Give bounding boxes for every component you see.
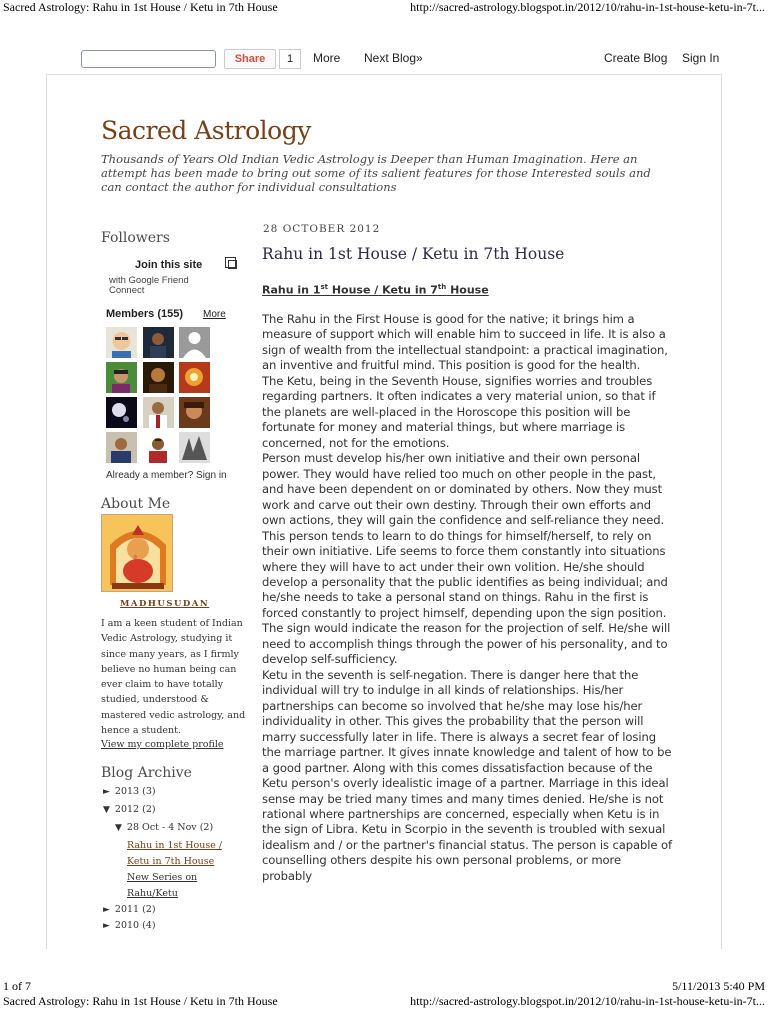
profile-bio: I am a keen student of Indian Vedic Astrology, studying it since many years, as I firmly believe no human being can ever claim to have totally studied, understood & mastered vedic astrology, and hence a student. [101, 618, 246, 737]
avatar[interactable] [143, 362, 174, 393]
post-paragraph: This person tends to learn to do things for himself/herself, to rely on their own initiative. Life seems to force them constantly into situations where they will have to act under their own volition. He/she should develop a personality that the public identifies as being individual; and he/she needs to take a personal stand on things. Rahu in the first is forced constantly to project himself, depending upon the sign position. The sign would indicate the reason for the projection of self. He/she will need to accomplish things through the power of his personality, and to develop self-sufficiency. [262, 528, 671, 667]
archive-year-2013[interactable] [103, 786, 156, 797]
already-member-text[interactable]: Already a member? Sign in [106, 470, 227, 481]
print-datetime: 5/11/2013 5:40 PM [672, 979, 765, 993]
blogger-navbar [0, 44, 768, 74]
avatar[interactable] [106, 327, 137, 358]
ganesha-image [102, 515, 173, 592]
post-paragraph: The Rahu in the First House is good for the native; it brings him a measure of support which will enable him to succeed in life. It is also a sign of wealth from the intellectual standpoint: a practical imagination, an inventive and fruitful mind. This position is good for the health. [262, 312, 668, 373]
print-header-title: Sacred Astrology: Rahu in 1st House / Ketu in 7th House [3, 0, 278, 14]
collapse-triangle-icon[interactable]: ▼ [103, 805, 110, 815]
avatar[interactable] [106, 397, 137, 428]
more-button[interactable]: More [313, 51, 341, 65]
avatar[interactable] [143, 432, 174, 463]
next-blog-link[interactable]: Next Blog» [364, 51, 423, 65]
view-profile-link[interactable]: View my complete profile [101, 739, 224, 750]
post-title[interactable]: Rahu in 1st House / Ketu in 7th House [262, 245, 565, 263]
page-number: 1 of 7 [3, 979, 31, 993]
print-footer-title: Sacred Astrology: Rahu in 1st House / Ketu in 7th House [3, 994, 278, 1008]
avatar[interactable] [106, 432, 137, 463]
google-friend-connect-text: with Google Friend Connect [109, 275, 189, 296]
archive-year-2010[interactable] [103, 920, 156, 931]
avatar[interactable] [143, 397, 174, 428]
subtitle-part: Rahu in 1 [262, 283, 321, 297]
archive-year-label[interactable]: 2013 (3) [114, 786, 156, 797]
post-paragraph: Ketu in the seventh is self-negation. There is danger here that the individual will try to indulge in all kinds of relationships. His/her partnerships can become so involved that he/she may lose his/her individuality in other. This gives the probability that the person will marry successfully later in life. There is always a secret fear of losing the marriage partner. It gives innate knowledge and talent of how to be a good partner. Along with this comes dissatisfaction because of the Ketu person's overly idealistic image of a partner. Marriage in this ideal sense may be tried many times and many times denied. He/she is not rational where partnerships are concerned, especially when Ketu is in the sign of Libra. Ketu in Scorpio in the seventh is troubled with sexual idealism and / or the partner's financial status. The person is capable of counselling others despite his own personal problems, or more probably [262, 667, 673, 883]
subtitle-part: House [446, 283, 489, 297]
expand-triangle-icon[interactable]: ► [103, 787, 110, 797]
archive-post-link[interactable]: Rahu in 1st House / Ketu in 7th House [127, 840, 223, 867]
archive-year-label[interactable]: 2012 (2) [114, 804, 156, 815]
archive-year-label[interactable]: 2010 (4) [114, 920, 156, 931]
create-blog-link[interactable]: Create Blog [604, 51, 668, 65]
sidebar [101, 230, 246, 931]
post-paragraph: Person must develop his/her own initiative and their own personal power. They would have relied too much on other people in the past, and have been dependent on or dominated by others. Now they must work and carve out their own destiny. Through their own efforts and own actions, they will gain the confidence and self-reliance they need. [262, 451, 665, 528]
blog-description: Thousands of Years Old Indian Vedic Astrology is Deeper than Human Imagination. Here an attempt has been made to bring out some of its salient features for those Interested souls and can contact the author for individual consultations [101, 152, 651, 194]
archive-year-2011[interactable] [103, 904, 156, 915]
post-subtitle [262, 283, 489, 297]
expand-triangle-icon[interactable]: ► [103, 921, 110, 931]
post-body [262, 312, 674, 884]
print-header [0, 0, 768, 16]
members-more-link[interactable]: More [203, 309, 226, 320]
print-footer-url: http://sacred-astrology.blogspot.in/2012/10/rahu-in-1st-house-ketu-in-7t... [410, 994, 765, 1008]
archive-year-label[interactable]: 2011 (2) [114, 904, 156, 915]
post-paragraph: The Ketu, being in the Seventh House, signifies worries and troubles regarding partners. It often indicates a very material union, so that if the planets are well-placed in the Horoscope this position will be fortunate for money and material things, but where marriage is concerned, not for the emotions. [262, 373, 656, 450]
join-site-button[interactable]: Join this site [135, 259, 203, 271]
archive-year-2012[interactable] [103, 804, 156, 815]
share-button[interactable]: Share [224, 49, 276, 69]
avatar[interactable] [179, 327, 210, 358]
expand-triangle-icon[interactable]: ► [103, 905, 110, 915]
post-date: 28 OCTOBER 2012 [263, 223, 381, 235]
blog-title[interactable]: Sacred Astrology [101, 116, 311, 145]
subtitle-sup: th [437, 283, 447, 291]
archive-month-label[interactable]: 28 Oct - 4 Nov (2) [126, 822, 214, 833]
navbar-search-input[interactable] [81, 50, 216, 68]
followers-heading: Followers [101, 230, 170, 246]
subtitle-sup: st [320, 283, 328, 291]
about-me-heading: About Me [101, 496, 171, 512]
collapse-triangle-icon[interactable]: ▼ [115, 823, 122, 833]
external-window-icon[interactable] [225, 257, 236, 268]
avatar[interactable] [179, 432, 210, 463]
members-count: Members (155) [106, 308, 184, 320]
print-header-url: http://sacred-astrology.blogspot.in/2012/10/rahu-in-1st-house-ketu-in-7t... [410, 0, 765, 14]
profile-name-link[interactable]: MADHUSUDAN [120, 599, 210, 609]
blog-archive-heading: Blog Archive [101, 765, 192, 781]
share-count-badge: 1 [279, 49, 301, 69]
subtitle-part: House / Ketu in 7 [328, 283, 438, 297]
avatar[interactable] [179, 362, 210, 393]
profile-image[interactable] [101, 514, 173, 592]
archive-post-link[interactable]: New Series on Rahu/Ketu [127, 872, 198, 899]
avatar[interactable] [179, 397, 210, 428]
archive-month[interactable] [115, 822, 213, 833]
avatar[interactable] [143, 327, 174, 358]
sign-in-link[interactable]: Sign In [682, 51, 720, 65]
avatar[interactable] [106, 362, 137, 393]
